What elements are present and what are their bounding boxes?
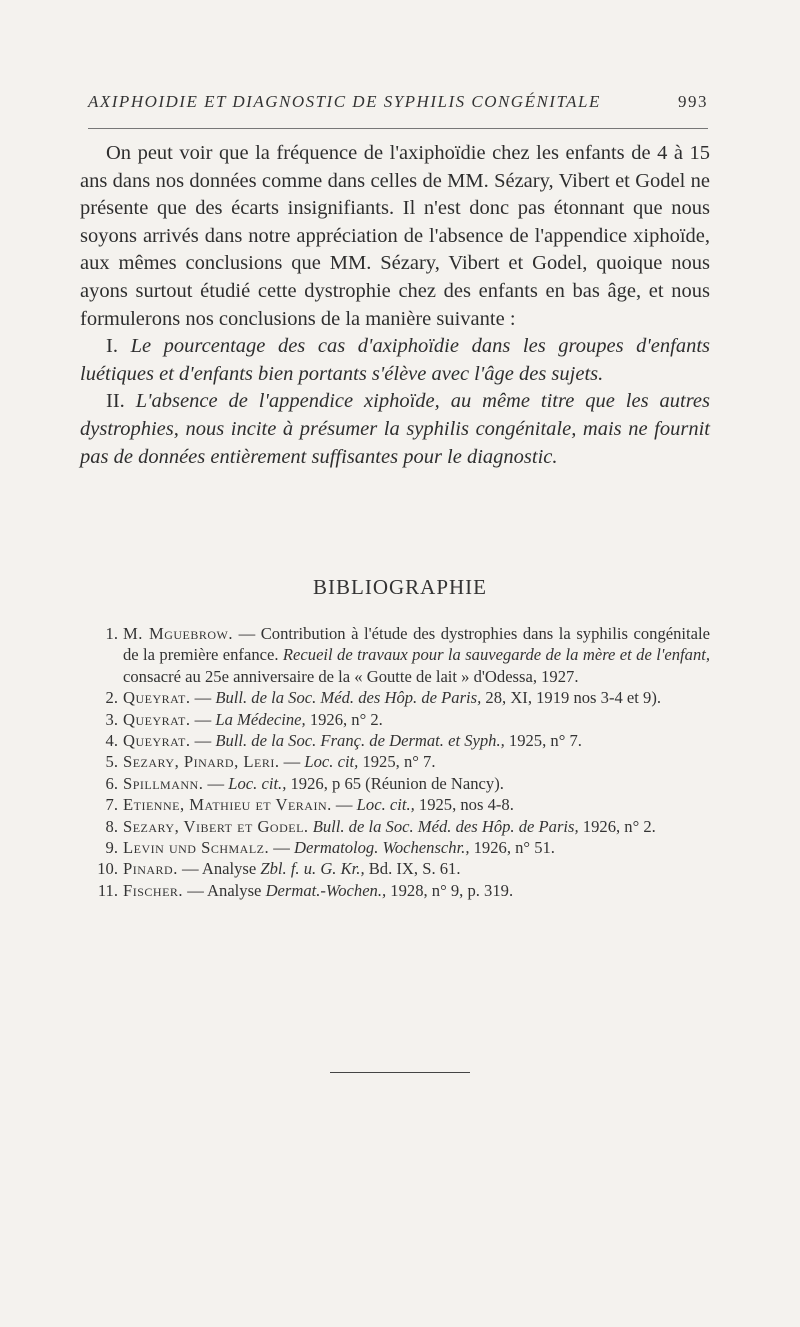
bib-entry bbox=[80, 687, 710, 708]
bib-number: 5. bbox=[105, 752, 118, 772]
bib-author: Queyrat. bbox=[123, 709, 191, 729]
conclusion-2-text: L'absence de l'appendice xiphoïde, au même titre que les autres dystrophies, nous incite à présumer la syphilis congénitale, mais ne fournit pas de données entièrement suffisantes pour le diagnostic. bbox=[80, 390, 711, 468]
bib-text: 1925, nos 4-8. bbox=[414, 795, 514, 815]
bib-title: Bull. de la Soc. Méd. des Hôp. de Paris, bbox=[215, 688, 482, 708]
bib-number: 4. bbox=[105, 731, 118, 751]
bib-number: 2. bbox=[105, 688, 118, 708]
bib-author: Fischer. bbox=[123, 880, 184, 900]
bib-author: Pinard. bbox=[123, 859, 178, 879]
bib-title: Bull. de la Soc. Franç. de Dermat. et Syph., bbox=[215, 731, 505, 751]
bib-text: 1925, n° 7. bbox=[504, 731, 582, 751]
conclusion-1-number: I. bbox=[106, 335, 118, 358]
bib-text: Bd. IX, S. 61. bbox=[364, 859, 461, 879]
bibliography-list bbox=[80, 623, 710, 901]
bib-author: Queyrat. bbox=[123, 688, 191, 708]
bib-text: 1926, n° 2. bbox=[578, 816, 656, 836]
bib-text: 1926, p 65 (Réunion de Nancy). bbox=[286, 773, 504, 793]
header-rule bbox=[88, 128, 708, 129]
bib-author: Spillmann. bbox=[123, 773, 204, 793]
bib-author: Etienne, Mathieu et Verain. bbox=[123, 795, 332, 815]
bib-title: Loc. cit., bbox=[228, 773, 287, 793]
conclusion-1 bbox=[80, 333, 710, 388]
end-rule bbox=[330, 1072, 470, 1073]
bib-title: Bull. de la Soc. Méd. des Hôp. de Paris, bbox=[312, 816, 579, 836]
bib-entry bbox=[80, 837, 710, 858]
bib-number: 8. bbox=[105, 816, 118, 836]
bib-text: — bbox=[279, 752, 305, 772]
bib-text: — Analyse bbox=[177, 859, 261, 879]
bib-title: Loc. cit, bbox=[304, 752, 359, 772]
bib-number: 7. bbox=[105, 795, 118, 815]
bib-entry bbox=[80, 751, 710, 772]
bib-number: 11. bbox=[97, 880, 118, 900]
bib-text: — Analyse bbox=[183, 880, 266, 900]
bib-text: — bbox=[331, 795, 357, 815]
bib-number: 10. bbox=[97, 859, 118, 879]
page-number: 993 bbox=[678, 92, 708, 111]
bib-entry bbox=[80, 709, 710, 730]
bib-entry bbox=[80, 816, 710, 837]
paragraph: On peut voir que la fréquence de l'axiphoïdie chez les enfants de 4 à 15 ans dans nos données comme dans celles de MM. Sézary, Vibert et Godel ne présente que des écarts insignifiants. Il n'est donc pas étonnant que nous soyons arrivés dans notre appréciation de l'absence de l'appendice xiphoïde, aux mêmes conclusions que MM. Sézary, Vibert et Godel, quoique nous ayons surtout étudié cette dystrophie chez des enfants en bas âge, et nous formulerons nos conclusions de la manière suivante : bbox=[80, 142, 710, 330]
bib-text: 1928, n° 9, p. 319. bbox=[386, 880, 514, 900]
bib-text: — bbox=[190, 709, 216, 729]
bib-entry bbox=[80, 794, 710, 815]
bib-number: 3. bbox=[105, 709, 118, 729]
bib-title: Loc. cit., bbox=[356, 795, 415, 815]
bib-entry bbox=[80, 858, 710, 879]
bib-author: Sezary, Vibert et Godel. bbox=[123, 816, 309, 836]
bib-text: — bbox=[190, 688, 216, 708]
bib-title: Dermat.-Wochen., bbox=[265, 880, 387, 900]
bibliography-heading: BIBLIOGRAPHIE bbox=[313, 575, 487, 599]
bib-text: — bbox=[203, 773, 229, 793]
bib-author: Sezary, Pinard, Leri. bbox=[123, 752, 280, 772]
bib-entry bbox=[80, 880, 710, 901]
body-text bbox=[80, 140, 710, 471]
conclusion-2 bbox=[80, 388, 710, 471]
bib-text: 1926, n° 51. bbox=[469, 838, 555, 858]
bib-text: 1925, n° 7. bbox=[358, 752, 436, 772]
bib-title: Zbl. f. u. G. Kr., bbox=[260, 859, 365, 879]
bib-author: Levin und Schmalz. bbox=[123, 838, 270, 858]
bib-title: Recueil de travaux pour la sauvegarde de la mère et de l'enfant, bbox=[282, 645, 710, 665]
bib-author: Queyrat. bbox=[123, 731, 191, 751]
bib-text: — bbox=[190, 731, 216, 751]
bib-text: 28, XI, 1919 nos 3-4 et 9). bbox=[481, 688, 662, 708]
conclusion-2-number: II. bbox=[106, 390, 125, 413]
running-title: AXIPHOIDIE ET DIAGNOSTIC DE SYPHILIS CONGÉNITALE bbox=[88, 92, 601, 111]
bib-entry bbox=[80, 730, 710, 751]
bib-author: M. Mguebrow. bbox=[123, 624, 234, 643]
bib-number: 1. bbox=[105, 624, 118, 643]
bib-number: 6. bbox=[105, 773, 118, 793]
bib-title: La Médecine, bbox=[215, 709, 306, 729]
conclusion-1-text: Le pourcentage des cas d'axiphoïdie dans les groupes d'enfants luétiques et d'enfants bien portants s'élève avec l'âge des sujets. bbox=[80, 335, 711, 385]
bib-entry bbox=[80, 773, 710, 794]
bib-text: — Contribution à l'étude des dystrophies dans la syphilis congénitale de la première enfance. bbox=[123, 624, 710, 665]
bib-text: 1926, n° 2. bbox=[305, 709, 383, 729]
bib-text: — bbox=[269, 838, 295, 858]
bib-entry bbox=[80, 623, 710, 687]
bib-text: consacré au 25e anniversaire de la « Goutte de lait » d'Odessa, 1927. bbox=[123, 666, 579, 686]
bib-title: Dermatolog. Wochenschr., bbox=[294, 838, 470, 858]
bib-number: 9. bbox=[105, 838, 118, 858]
